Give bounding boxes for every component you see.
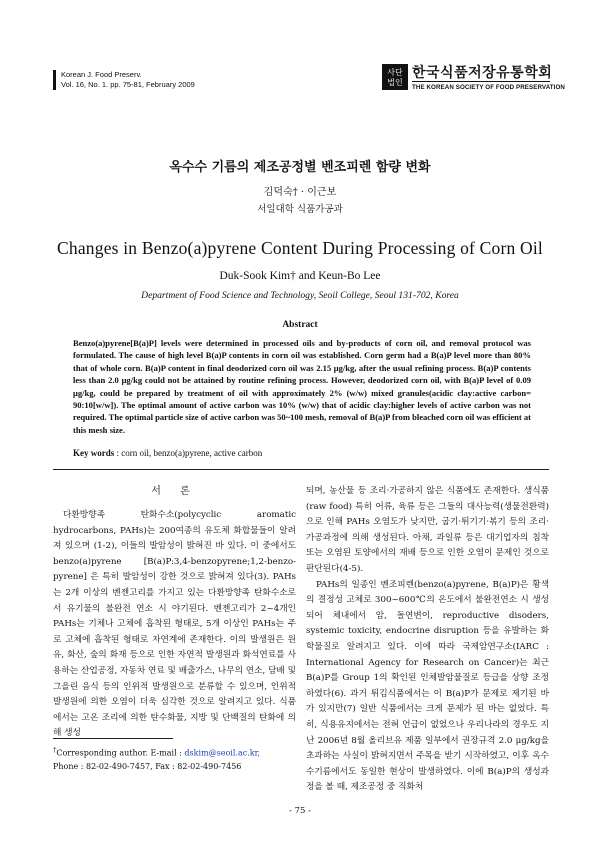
- keywords: [73, 448, 262, 458]
- keywords-separator: :: [114, 448, 122, 458]
- society-name-english: THE KOREAN SOCIETY OF FOOD PRESERVATION: [412, 84, 565, 91]
- authors-korean: 김덕숙† · 이근보: [263, 187, 337, 198]
- footnote-contact: Phone : 82-02-490-7457, Fax : 82-02-490-7456: [53, 761, 242, 771]
- society-divider: [412, 81, 550, 82]
- body-column-left: [53, 484, 296, 742]
- paragraph: 다환방향족 탄화수소(polycyclic aromatic hydrocarbons, PAHs)는 200여종의 유도체 화합물들이 알려져 있으며 (1-2), 이들의 발암성이 밝혀진 바 있다. 이 중에서도 benzo(a)pyrene [B(a)P:3,4-benzopyrene;1,2-benzo-pyrene] 은 특히 발암성이 강한 것으로 밝혀져 있다(3). PAHs는 2개 이상의 벤젠고리를 가지고 있는 다환방향족 탄화수소로서 유기물의 불완전 연소 시 야기된다. 벤젠고리가 2~4개인 PAHs는 기체나 고체에 흡착된 형태로, 5개 이상인 PAHs는 주로 고체에 흡착된 형태로 자연계에 존재한다. 이의 발생원은 원유, 화산, 숲의 화재 등으로 인한 자연적 발생원과 화석연료를 사용하는 산업공정, 자동차 연료 및 배출가스, 나무의 연소, 담배 및 그을린 음식 등의 인위적 발생원으로 분류할 수 있으며, 인위적 발생원에 의한 오염이 더욱 심각한 것으로 알려지고 있다. 식품에서는 고온 조리에 의한 탄수화물, 지방 및 단백질의 탄화에 의해 생성: [53, 510, 296, 739]
- society-name-korean: 한국식품저장유통학회: [412, 65, 553, 81]
- journal-name: Korean J. Food Preserv.: [61, 70, 142, 79]
- paragraph: PAHs의 일종인 벤조피렌(benzo(a)pyrene, B(a)P)은 황색의 결정성 고체로 300~600℃의 온도에서 불완전연소 시 생성되어 체내에서 암, 돌연변이, reproductive disoders, systemic toxicity, endocrine disruption 등을 유발하는 화학물질로 알려지고 있다. 이에 따라 국제암연구소(IARC : International Agency for Research on Cancer)는 최근 B(a)P를 Group 1의 확인된 인체발암물질로 등급을 상향 조정하였다(6). 과거 튀김식품에서는 이 B(a)P가 문제로 제기된 바가 있지만(7) 일반 식품에서는 크게 문제가 된 바는 없었다. 특히, 식용유지에서는 전혀 언급이 없었으나 우리나라의 경우도 지난 2006년 8월 올리브유 제품 일부에서 권장규격 2.0 μg/kg을 초과하는 사실이 밝혀지면서 주목을 받기 시작하였고, 이후 옥수수기름에서도 동일한 현상이 발생하였다. 이에 B(a)P의 생성과정을 볼 때, 제조공정 중 직화처: [306, 579, 549, 793]
- journal-citation: [53, 70, 195, 90]
- abstract-heading: Abstract: [282, 320, 318, 330]
- section-heading-introduction: 서 론: [151, 486, 198, 497]
- society-logo: [382, 61, 565, 97]
- page-number: - 75 -: [289, 806, 311, 816]
- section-divider: [53, 469, 549, 470]
- author-email-link[interactable]: dskim@seoil.ac.kr,: [184, 748, 261, 758]
- footnote-divider: [53, 738, 173, 739]
- svg-text:법인: 법인: [387, 78, 403, 87]
- footnote-label: Corresponding author. E-mail :: [56, 748, 185, 758]
- journal-volume: Vol. 16, No. 1. pp. 75-81, February 2009: [61, 80, 195, 89]
- title-korean: 옥수수 기름의 제조공정별 벤조피렌 함량 변화: [169, 160, 431, 175]
- affiliation-english: Department of Food Science and Technology, Seoil College, Seoul 131-702, Korea: [141, 290, 459, 301]
- keywords-label: Key words: [73, 448, 115, 458]
- body-column-right: [306, 484, 549, 796]
- svg-text:사단: 사단: [387, 68, 403, 77]
- society-emblem-icon: [382, 64, 408, 90]
- dagger-mark: †: [53, 746, 57, 754]
- affiliation-korean: 서일대학 식품가공과: [257, 204, 343, 215]
- keywords-values: corn oil, benzo(a)pyrene, active carbon: [121, 448, 263, 458]
- abstract-text: Benzo(a)pyrene[B(a)P] levels were determined in processed oils and by-products of corn oil, and removal protocol was formulated. The cause of high level B(a)P contents in corn oil was established. Corn germ had a B(a)P level more than 80% that of whole corn. B(a)P content in final deodorized corn oil was 2.15 μg/kg, after the usual refining process. B(a)P contents less than 2.0 μg/kg could not be attained by routine refining process. However, deodorized corn oil, with B(a)P level of 0.09 μg/kg, could be prepared by treatment of oil with approximately 2% (w/w) mixed granules(acidic clay:active carbon= 90:10[w/w]). The optimal amount of active carbon was 10% (w/w) that of acidic clay:higher levels of active carbon was not required. The optimal particle size of active carbon was 50~100 mesh, removal of B(a)P from bleached corn oil was efficient at this mesh size.: [73, 338, 531, 435]
- title-english: Changes in Benzo(a)pyrene Content During Processing of Corn Oil: [57, 238, 543, 258]
- authors-english: Duk-Sook Kim† and Keun-Bo Lee: [219, 270, 381, 282]
- paragraph: 되며, 농산물 등 조리·가공하지 않은 식품에도 존재한다. 생식품(raw food) 특히 어류, 육류 등은 그들의 대사능력(생물전환력)으로 인해 PAHs 오염도가 낮지만, 굽기·튀기기·볶기 등의 조리·가공과정에 의해 생성된다. 아채, 과일류 등은 대기업자의 침착 또는 오염된 토양에서의 재배 등으로 인한 오염이 문제인 것으로 판단된다(4-5).: [306, 486, 549, 574]
- footnote: [53, 744, 260, 773]
